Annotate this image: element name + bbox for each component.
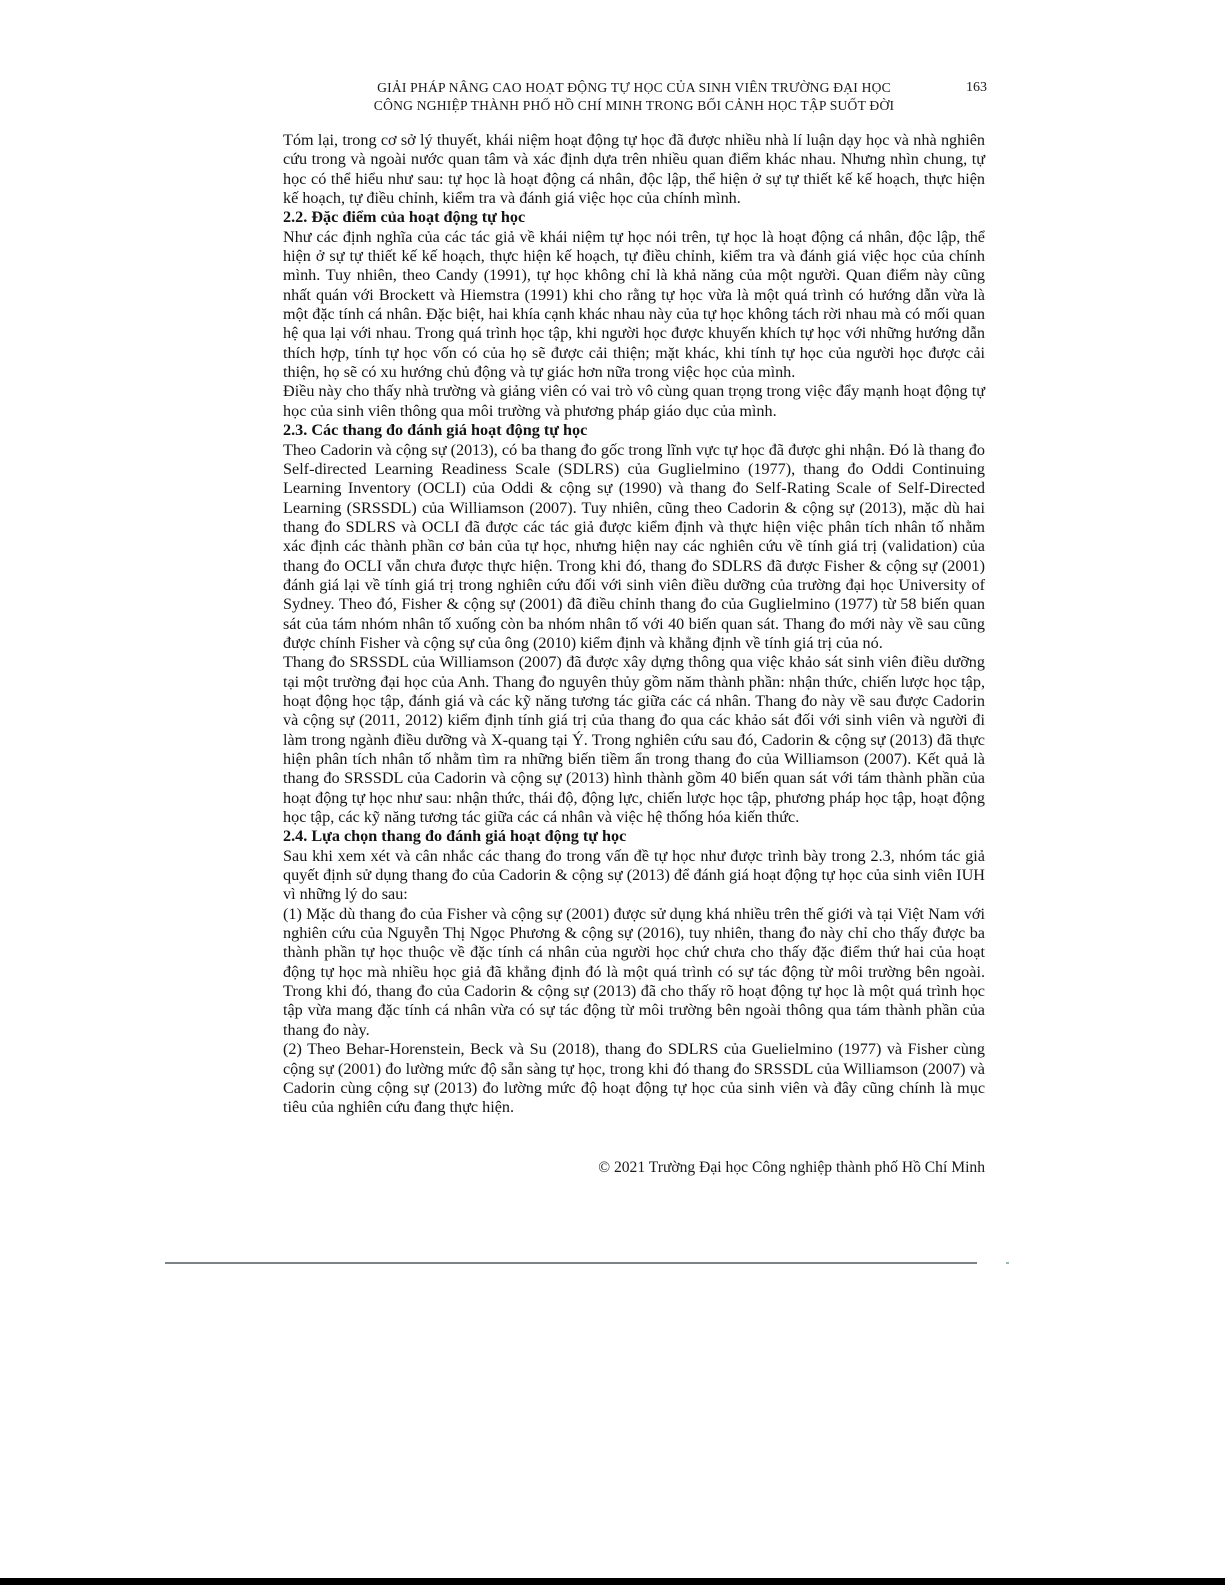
running-head-line2: CÔNG NGHIỆP THÀNH PHỐ HỒ CHÍ MINH TRONG BỐI CẢNH HỌC TẬP SUỐT ĐỜI xyxy=(373,97,895,113)
stray-mark xyxy=(1006,1262,1009,1264)
paragraph-2-3-scales-overview: Theo Cadorin và cộng sự (2013), có ba thang đo gốc trong lĩnh vực tự học đã được ghi nhận. Đó là thang đo Self-directed Learning Readiness Scale (SDLRS) của Guglielmino (1977), thang đo Oddi Continuing Learning Inventory (OCLI) của Oddi & cộng sự (1990) và thang đo Self-Rating Scale of Self-Directed Learning (SRSSDL) của Williamson (2007). Tuy nhiên, cũng theo Cadorin & cộng sự (2013), mặc dù hai thang đo SDLRS và OCLI đã được các tác giả được kiểm định và thực hiện việc phân tích nhân tố nhằm xác định các thành phần cơ bản của tự học, nhưng hiện nay các nghiên cứu về tính giá trị (validation) của thang đo OCLI vẫn chưa được thực hiện. Trong khi đó, thang đo SDLRS đã được Fisher & cộng sự (2001) đánh giá lại về tính giá trị trong nghiên cứu đối với sinh viên điều dưỡng của trường đại học University of Sydney. Theo đó, Fisher & cộng sự (2001) đã điều chỉnh thang đo của Guglielmino (1977) từ 58 biến quan sát của tám nhóm nhân tố xuống còn ba nhóm nhân tố với 40 biến quan sát. Thang đo mới này về sau cũng được chính Fisher và cộng sự của ông (2010) kiểm định và khẳng định về tính giá trị của nó. xyxy=(283,440,985,652)
page-number: 163 xyxy=(966,80,987,95)
paragraph-2-3-srssdl: Thang đo SRSSDL của Williamson (2007) đã được xây dựng thông qua việc khảo sát sinh viên điều dưỡng tại một trường đại học của Anh. Thang đo nguyên thủy gồm năm thành phần: nhận thức, chiến lược học tập, hoạt động học tập, đánh giá và các kỹ năng tương tác giữa các cá nhân. Thang đo này về sau được Cadorin và cộng sự (2011, 2012) kiểm định tính giá trị của thang đo qua các khảo sát đối với sinh viên và người đi làm trong ngành điều dưỡng và X-quang tại Ý. Trong nghiên cứu sau đó, Cadorin & cộng sự (2013) đã thực hiện phân tích nhân tố nhằm tìm ra những biến tiềm ẩn trong thang đo của Williamson (2007). Kết quả là thang đo SRSSDL của Cadorin và cộng sự (2013) hình thành gồm 40 biến quan sát với tám thành phần của hoạt động tự học như sau: nhận thức, thái độ, động lực, chiến lược học tập, phương pháp học tập, hoạt động học tập, các kỹ năng tương tác giữa các cá nhân và việc hệ thống hóa kiến thức. xyxy=(283,653,985,827)
article-body xyxy=(283,131,985,1118)
section-heading-2-3: 2.3. Các thang đo đánh giá hoạt động tự học xyxy=(283,421,588,440)
horizontal-rule xyxy=(165,1262,977,1264)
paragraph-2-4-reason-2: (2) Theo Behar-Horenstein, Beck và Su (2018), thang đo SDLRS của Guelielmino (1977) và Fisher cùng cộng sự (2001) đo lường mức độ sẵn sàng tự học, trong khi đó thang đo SRSSDL của Williamson (2007) và Cadorin cùng cộng sự (2013) đo lường mức độ hoạt động tự học của sinh viên và đây cũng chính là mục tiêu của nghiên cứu đang thực hiện. xyxy=(283,1040,985,1117)
running-head xyxy=(283,79,985,114)
paragraph-2-4-choice: Sau khi xem xét và cân nhắc các thang đo trong vấn đề tự học như được trình bày trong 2.3, nhóm tác giả quyết định sử dụng thang đo của Cadorin & cộng sự (2013) để đánh giá hoạt động tự học của sinh viên IUH vì những lý do sau: xyxy=(283,846,985,904)
paragraph-2-2-conclusion: Điều này cho thấy nhà trường và giảng viên có vai trò vô cùng quan trọng trong việc đẩy mạnh hoạt động tự học của sinh viên thông qua môi trường và phương pháp giáo dục của mình. xyxy=(283,382,985,420)
paragraph-2-4-reason-1: (1) Mặc dù thang đo của Fisher và cộng sự (2001) được sử dụng khá nhiều trên thế giới và tại Việt Nam với nghiên cứu của Nguyễn Thị Ngọc Phương & cộng sự (2016), tuy nhiên, thang đo này chỉ cho thấy được ba thành phần tự học thuộc về đặc tính cá nhân của người học chứ chưa cho thấy đặc điểm thứ hai của hoạt động tự học mà nhiều học giả đã khẳng định đó là một quá trình có sự tác động từ môi trường bên ngoài. Trong khi đó, thang đo của Cadorin & cộng sự (2013) đã cho thấy rõ hoạt động tự học là một quá trình học tập vừa mang đặc tính cá nhân vừa có sự tác động từ môi trường bên ngoài thông qua tám thành phần của thang đo này. xyxy=(283,904,985,1039)
paragraph-summary-intro: Tóm lại, trong cơ sở lý thuyết, khái niệm hoạt động tự học đã được nhiều nhà lí luận dạy học và nhà nghiên cứu trong và ngoài nước quan tâm và xác định dựa trên nhiều quan điểm khác nhau. Nhưng nhìn chung, tự học có thể hiểu như sau: tự học là hoạt động cá nhân, độc lập, thể hiện ở sự tự thiết kế kế hoạch, thực hiện kế hoạch, tự điều chỉnh, kiểm tra và đánh giá việc học của chính mình. xyxy=(283,131,985,208)
running-head-line1: GIẢI PHÁP NÂNG CAO HOẠT ĐỘNG TỰ HỌC CỦA SINH VIÊN TRƯỜNG ĐẠI HỌC xyxy=(377,80,891,95)
section-heading-2-4: 2.4. Lựa chọn thang đo đánh giá hoạt động tự học xyxy=(283,827,627,846)
section-heading-2-2: 2.2. Đặc điểm của hoạt động tự học xyxy=(283,208,526,227)
paragraph-2-2-definitions: Như các định nghĩa của các tác giả về khái niệm tự học nói trên, tự học là hoạt động cá nhân, độc lập, thể hiện ở sự tự thiết kế kế hoạch, thực hiện kế hoạch, tự điều chỉnh, kiểm tra và đánh giá việc học của chính mình. Tuy nhiên, theo Candy (1991), tự học không chỉ là khả năng của một người. Quan điểm này cũng nhất quán với Brockett và Hiemstra (1991) khi cho rằng tự học vừa là một quá trình có hướng dẫn vừa là một đặc tính cá nhân. Đặc biệt, hai khía cạnh khác nhau này của tự học không tách rời nhau mà có mối quan hệ qua lại với nhau. Trong quá trình học tập, khi người học được khuyến khích tự học với những hướng dẫn thích hợp, tính tự học vốn có của họ sẽ được cải thiện; mặt khác, khi tính tự học của người học được cải thiện, họ sẽ có xu hướng chủ động và tự giác hơn nữa trong việc học của mình. xyxy=(283,227,985,382)
footer-copyright: © 2021 Trường Đại học Công nghiệp thành phố Hồ Chí Minh xyxy=(598,1159,985,1176)
page-bottom-edge xyxy=(0,1578,1225,1585)
